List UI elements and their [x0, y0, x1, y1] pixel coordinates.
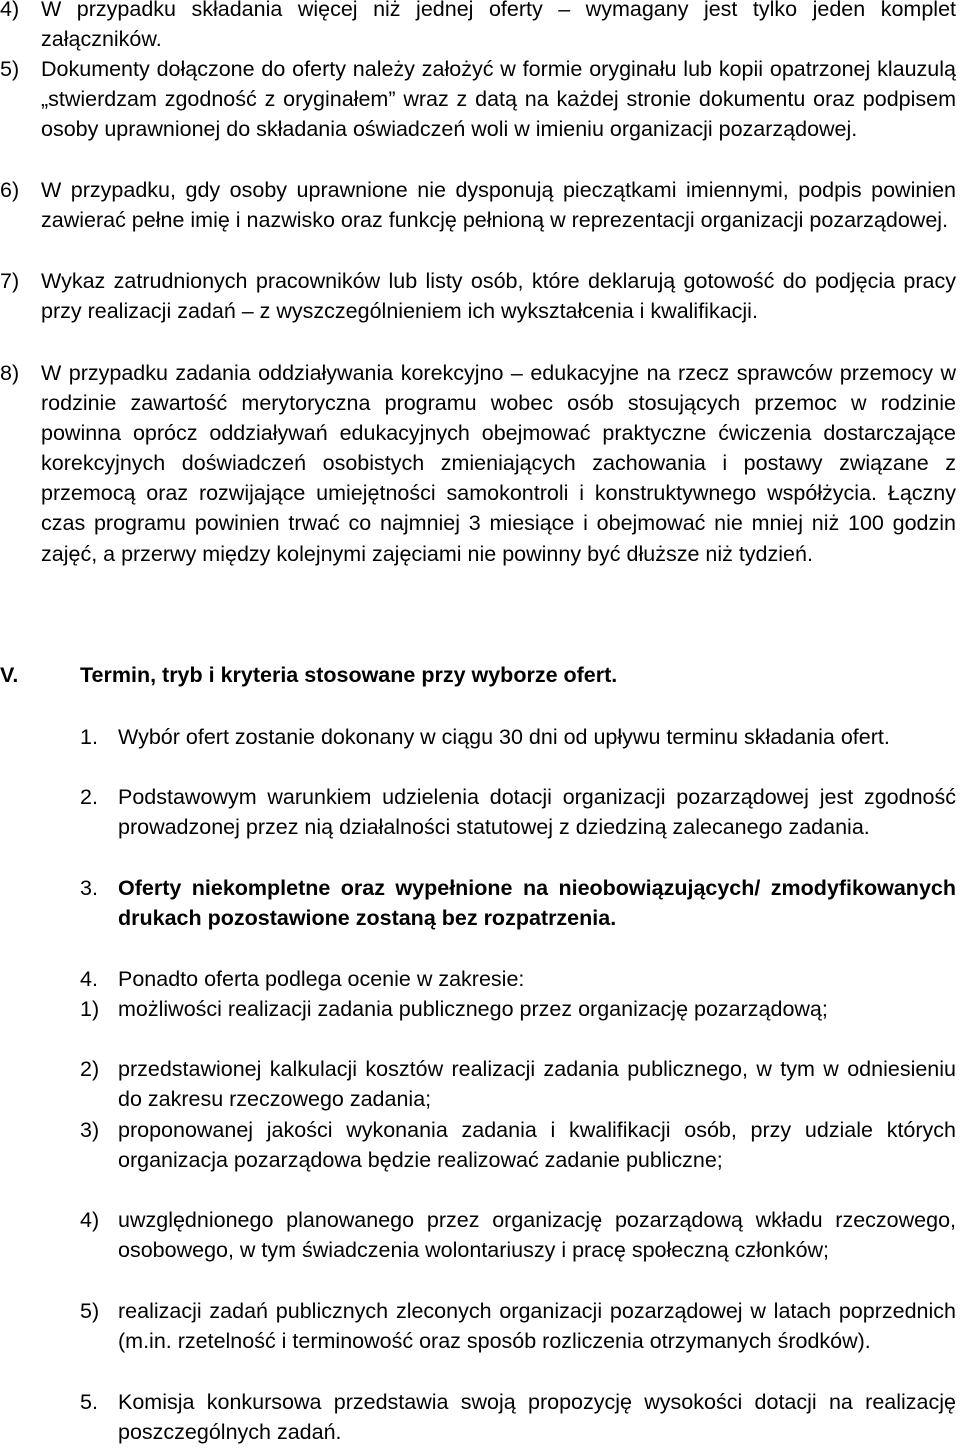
point-number: 2. [80, 785, 98, 809]
list-item-text: W przypadku zadania oddziaływania korekcyjno – edukacyjne na rzecz sprawców przemocy w rodzinie zawartość merytoryczna programu wobec osób stosujących przemoc w rodzinie powinna oprócz oddziaływań edukacyjnych obejmować praktyczne ćwiczenia dostarczające korekcyjnych doświadczeń osobistych zmieniających zachowania i postawy związane z przemocą oraz rozwijające umiejętności samokontroli i konstruktywnego współżycia. Łączny czas programu powinien trwać co najmniej 3 miesiące i obejmować nie mniej niż 100 godzin zajęć, a przerwy między kolejnymi zajęciami nie powinny być dłuższe niż tydzień. [41, 361, 956, 566]
criteria-text: przedstawionej kalkulacji kosztów realizacji zadania publicznego, w tym w odniesieniu do zakresu rzeczowego zadania; [118, 1057, 956, 1111]
point-text: Wybór ofert zostanie dokonany w ciągu 30 dni od upływu terminu składania ofert. [118, 725, 890, 749]
list-item [0, 175, 956, 235]
point-item [80, 1387, 956, 1447]
list-item [0, 0, 956, 54]
criteria-item [80, 1054, 956, 1114]
point-item [80, 964, 956, 994]
point-item [80, 873, 956, 933]
list-item-number: 4) [0, 0, 20, 21]
criteria-text: realizacji zadań publicznych zleconych organizacji pozarządowej w latach poprzednich (m.in. rzetelność i terminowość oraz sposób rozliczenia otrzymanych środków). [118, 1299, 956, 1353]
point-number: 1. [80, 725, 98, 749]
list-item-text: W przypadku składania więcej niż jednej oferty – wymagany jest tylko jeden komplet załączników. [41, 0, 956, 52]
list-item-text: Dokumenty dołączone do oferty należy założyć w formie oryginału lub kopii opatrzonej klauzulą „stwierdzam zgodność z oryginałem” wraz z datą na każdej stronie dokumentu oraz podpisem osoby uprawnionej do składania oświadczeń woli w imieniu organizacji pozarządowej. [41, 57, 956, 142]
point-number: 3. [80, 876, 98, 900]
point-text: Komisja konkursowa przedstawia swoją propozycję wysokości dotacji na realizację poszczególnych zadań. [118, 1390, 956, 1444]
point-text: Podstawowym warunkiem udzielenia dotacji organizacji pozarządowej jest zgodność prowadzonej przez nią działalności statutowej z dziedziną zalecanego zadania. [118, 785, 956, 839]
point-number: 4. [80, 967, 98, 991]
criteria-number: 4) [80, 1208, 100, 1232]
section-title: Termin, tryb i kryteria stosowane przy wyborze ofert. [80, 663, 618, 687]
criteria-number: 3) [80, 1118, 100, 1142]
point-item [80, 722, 956, 752]
criteria-number: 2) [80, 1057, 100, 1081]
criteria-item [80, 1296, 956, 1356]
list-item-number: 6) [0, 178, 20, 202]
list-item-number: 5) [0, 57, 20, 81]
section-number: V. [0, 663, 19, 687]
list-item-text: Wykaz zatrudnionych pracowników lub listy osób, które deklarują gotowość do podjęcia pracy przy realizacji zadań – z wyszczególnieniem ich wykształcenia i kwalifikacji. [41, 269, 956, 324]
list-item-text: W przypadku, gdy osoby uprawnione nie dysponują pieczątkami imiennymi, podpis powinien zawierać pełne imię i nazwisko oraz funkcję pełnioną w reprezentacji organizacji pozarządowej. [41, 178, 956, 233]
list-item-number: 7) [0, 269, 20, 293]
criteria-text: możliwości realizacji zadania publicznego przez organizację pozarządową; [118, 997, 828, 1021]
criteria-number: 5) [80, 1299, 100, 1323]
criteria-text: proponowanej jakości wykonania zadania i kwalifikacji osób, przy udziale których organizacja pozarządowa będzie realizować zadanie publiczne; [118, 1118, 956, 1172]
list-item [0, 54, 956, 144]
point-text: Ponadto oferta podlega ocenie w zakresie: [118, 967, 525, 991]
point-text: Oferty niekompletne oraz wypełnione na nieobowiązujących/ zmodyfikowanych drukach pozostawione zostaną bez rozpatrzenia. [118, 876, 956, 930]
list-item-number: 8) [0, 361, 20, 385]
criteria-text: uwzględnionego planowanego przez organizację pozarządową wkładu rzeczowego, osobowego, w tym świadczenia wolontariuszy i pracę społeczną członków; [118, 1208, 956, 1262]
criteria-item [80, 1205, 956, 1265]
criteria-item [80, 1115, 956, 1175]
point-item [80, 782, 956, 842]
list-item [0, 358, 956, 569]
point-number: 5. [80, 1390, 98, 1414]
list-item [0, 266, 956, 326]
criteria-number: 1) [80, 997, 100, 1021]
criteria-item [80, 994, 956, 1024]
